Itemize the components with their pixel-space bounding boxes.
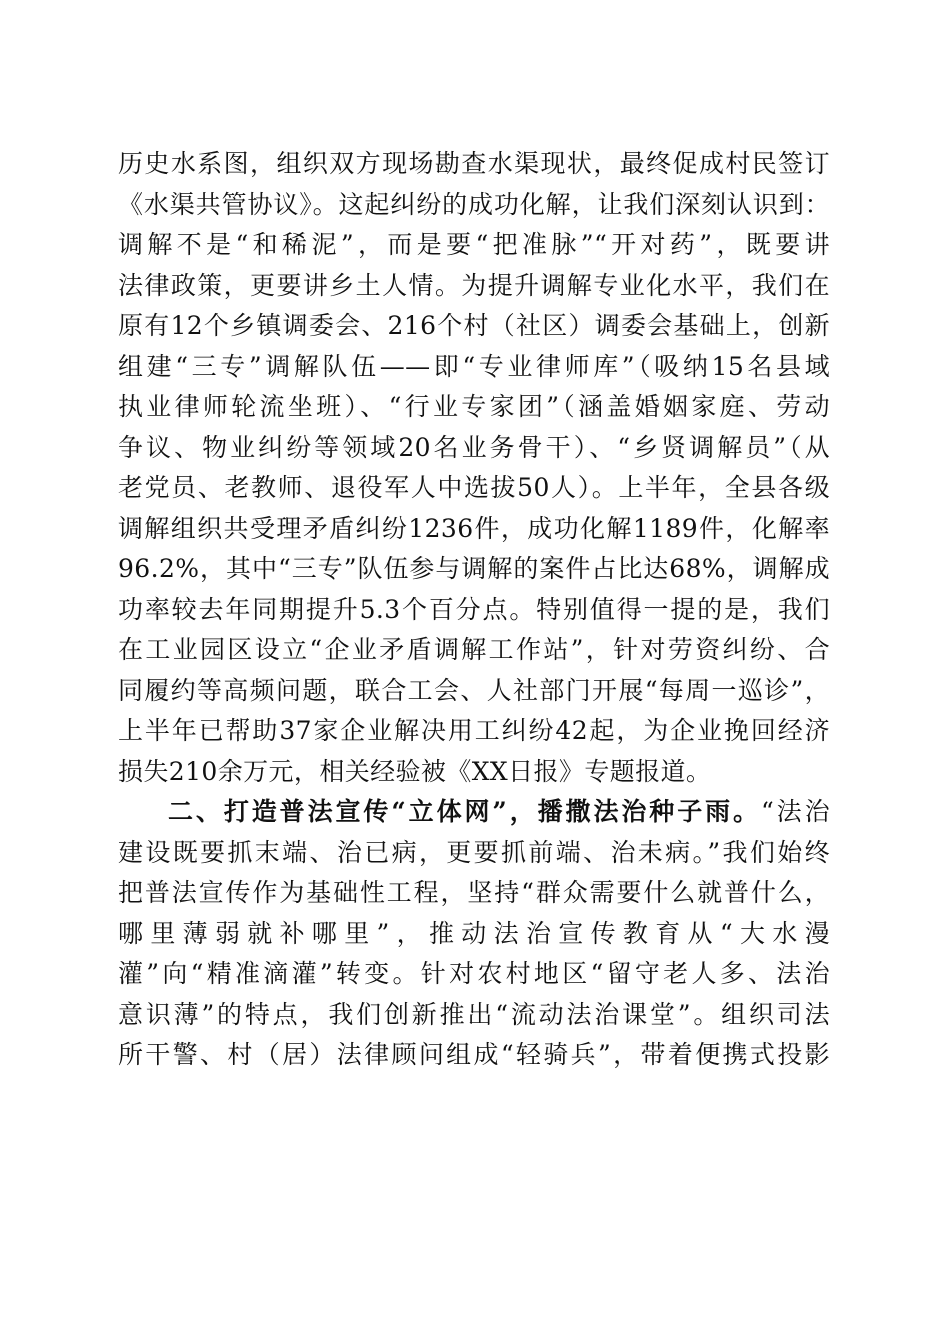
text-line: 96.2%，其中“三专”队伍参与调解的案件占比达68%，调解成 — [118, 554, 830, 583]
text-line: 调解不是“和稀泥”，而是要“把准脉”“开对药”，既要讲 — [118, 230, 830, 259]
text-line: 上半年已帮助37家企业解决用工纠纷42起，为企业挽回经济 — [118, 716, 830, 745]
text-line: 法律政策，更要讲乡土人情。为提升调解专业化水平，我们在 — [118, 270, 830, 300]
text-line: 执业律师轮流坐班）、“行业专家团”（涵盖婚姻家庭、劳动 — [118, 392, 830, 421]
text-line: 哪里薄弱就补哪里”，推动法治宣传教育从“大水漫 — [118, 918, 830, 948]
section-heading-line — [118, 792, 830, 833]
text-line: 所干警、村（居）法律顾问组成“轻骑兵”，带着便携式投影 — [118, 1040, 830, 1069]
text-line: 建设既要抓末端、治已病，更要抓前端、治未病。”我们始终 — [118, 837, 830, 867]
text-line: 调解组织共受理矛盾纠纷1236件，成功化解1189件，化解率 — [118, 513, 830, 543]
document-body — [118, 144, 830, 1076]
text-line: 历史水系图，组织双方现场勘查水渠现状，最终促成村民签订 — [118, 149, 830, 178]
text-line: 同履约等高频问题，联合工会、人社部门开展“每周一巡诊”， — [118, 675, 830, 705]
section-heading: 二、打造普法宣传“立体网”，播撒法治种子雨。 — [168, 797, 761, 826]
text-line: 把普法宣传作为基础性工程，坚持“群众需要什么就普什么， — [118, 878, 830, 907]
text-line: 损失210余万元，相关经验被《XX日报》专题报道。 — [118, 756, 712, 786]
text-line: 组建“三专”调解队伍——即“专业律师库”（吸纳15名县域 — [118, 351, 830, 381]
text-line: 原有12个乡镇调委会、216个村（社区）调委会基础上，创新 — [118, 311, 830, 340]
text-line: 老党员、老教师、退役军人中选拔50人）。上半年，全县各级 — [118, 473, 830, 502]
section-heading-line-rest: “法治 — [760, 797, 831, 826]
text-line: 意识薄”的特点，我们创新推出“流动法治课堂”。组织司法 — [118, 999, 830, 1029]
text-line: 功率较去年同期提升5.3个百分点。特别值得一提的是，我们 — [118, 594, 830, 624]
text-line: 《水渠共管协议》。这起纠纷的成功化解，让我们深刻认识到： — [118, 189, 830, 219]
text-line: 在工业园区设立“企业矛盾调解工作站”，针对劳资纠纷、合 — [118, 635, 830, 664]
text-line: 争议、物业纠纷等领域20名业务骨干）、“乡贤调解员”（从 — [118, 432, 830, 462]
text-line: 灌”向“精准滴灌”转变。针对农村地区“留守老人多、法治 — [118, 959, 830, 988]
